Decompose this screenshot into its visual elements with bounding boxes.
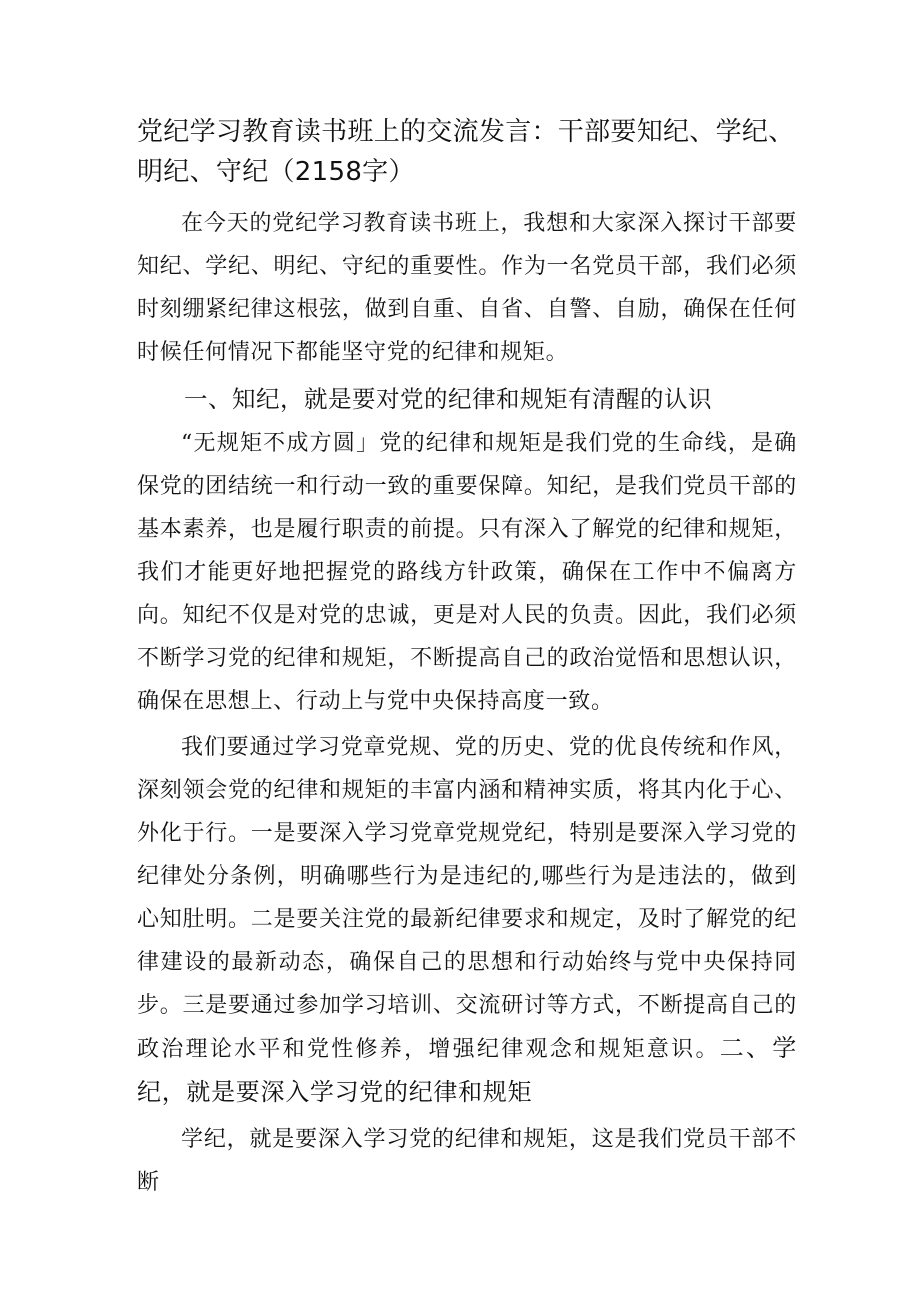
section-1-heading: 一、知纪，就是要对党的纪律和规矩有清醒的认识 bbox=[184, 385, 712, 413]
document-title: 党纪学习教育读书班上的交流发言：干部要知纪、学纪、明纪、守纪（2158字） bbox=[137, 117, 795, 187]
section-1-paragraph-1: “无规矩不成方圆」党的纪律和规矩是我们党的生命线，是确保党的团结统一和行动一致的重要保障。知纪，是我们党员干部的基本素养，也是履行职责的前提。只有深入了解党的纪律和规矩，我们才能更好地把握党的路线方针政策，确保在工作中不偏离方向。知纪不仅是对党的忠诚，更是对人民的负责。因此，我们必须不断学习党的纪律和规矩，不断提高自己的政治觉悟和思想认识，确保在思想上、行动上与党中央保持高度一致。 bbox=[137, 431, 797, 714]
section-2-heading: 二、学纪，就是要深入学习党的纪律和规矩 bbox=[137, 1034, 797, 1106]
section-1-paragraph-2 bbox=[137, 726, 797, 1115]
intro-paragraph: 在今天的党纪学习教育读书班上，我想和大家深入探讨干部要知纪、学纪、明纪、守纪的重要性。作为一名党员干部，我们必须时刻绷紧纪律这根弦，做到自重、自省、自警、自励，确保在任何时候任何情况下都能坚守党的纪律和规矩。 bbox=[137, 211, 797, 365]
section-2-paragraph-1: 学纪，就是要深入学习党的纪律和规矩，这是我们党员干部不断 bbox=[137, 1127, 797, 1195]
section-1-paragraph-2-text: 我们要通过学习党章党规、党的历史、党的优良传统和作风，深刻领会党的纪律和规矩的丰富内涵和精神实质，将其内化于心、外化于行。一是要深入学习党章党规党纪，特别是要深入学习党的纪律处分条例，明确哪些行为是违纪的,哪些行为是违法的，做到心知肚明。二是要关注党的最新纪律要求和规定，及时了解党的纪律建设的最新动态，确保自己的思想和行动始终与党中央保持同步。三是要通过参加学习培训、交流研讨等方式，不断提高自己的政治理论水平和党性修养，增强纪律观念和规矩意识。 bbox=[137, 735, 797, 1062]
document-body bbox=[137, 112, 797, 1207]
